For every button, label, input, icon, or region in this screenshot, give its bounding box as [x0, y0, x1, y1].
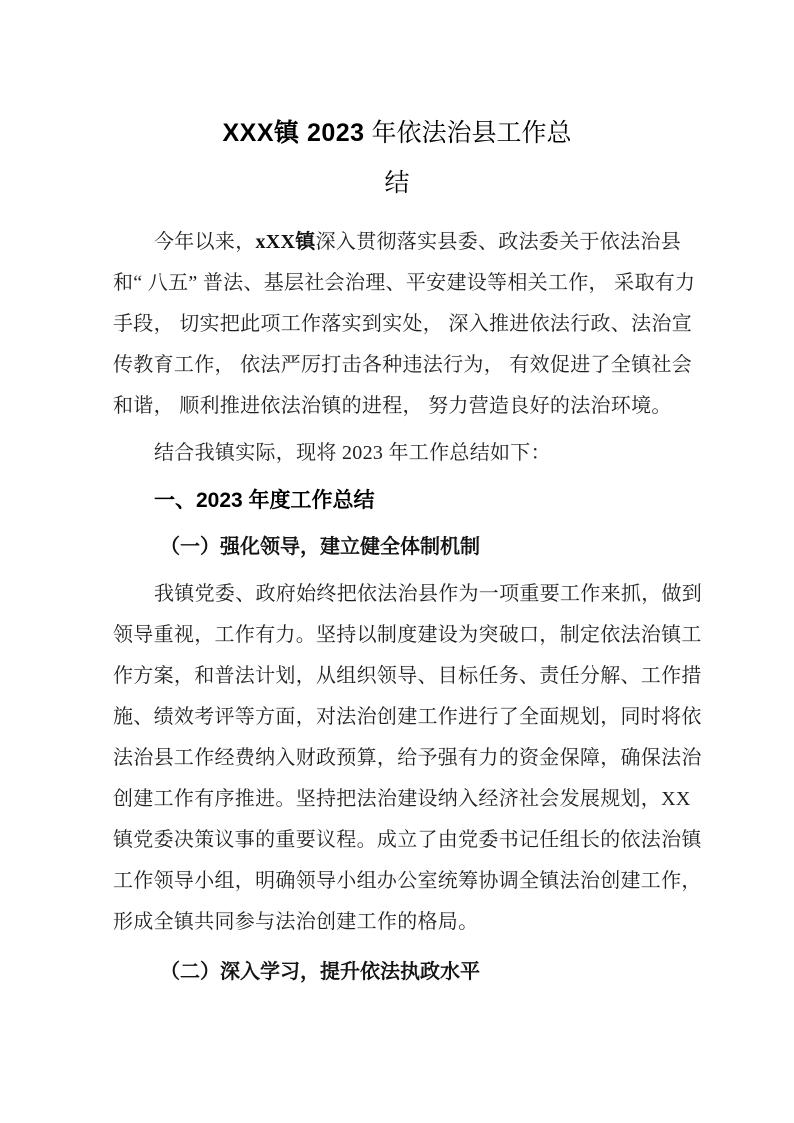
intro-town-name-bold: xXX镇 — [255, 231, 316, 253]
subsection-1-2-heading: （二）深入学习，提升依法执政水平 — [160, 961, 480, 983]
paragraph-transition: 结合我镇实际，现将 2023 年工作总结如下： — [154, 442, 551, 464]
title-line-2: 结 — [384, 169, 410, 197]
subsection-1-1-heading: （一）强化领导，建立健全体制机制 — [160, 536, 480, 558]
title-bold-text: XXX镇 2023 — [222, 119, 365, 147]
title-line-1 — [84, 108, 710, 158]
intro-lead-text: 今年以来， — [154, 231, 256, 253]
intro-rest-text: 深入贯彻落实县委、政法委关于依法治县和“ 八五” 普法、基层社会治理、平安建设等相关工作， 采取有力手段， 切实把此项工作落实到实处， 深入推进依法行政、法治宣传教育工作， 依法严厉打击各种违法行为， 有效促进了全镇社会和谐， 顺利推进依法治镇的进程， 努力营造良好的法治环境。 — [113, 231, 696, 417]
paragraph-subsection-1-1-body: 我镇党委、政府始终把依法治县作为一项重要工作来抓，做到领导重视，工作有力。坚持以制度建设为突破口，制定依法治镇工作方案，和普法计划，从组织领导、目标任务、责任分解、工作措施、绩效考评等方面，对法治创建工作进行了全面规划，同时将依法治县工作经费纳入财政预算，给予强有力的资金保障，确保法治创建工作有序推进。坚持把法治建设纳入经济社会发展规划，XX镇党委决策议事的重要议程。成立了由党委书记任组长的依法治镇工作领导小组，明确领导小组办公室统筹协调全镇法治创建工作，形成全镇共同参与法治创建工作的格局。 — [113, 583, 703, 933]
document-title — [84, 108, 710, 208]
paragraph-introduction — [113, 222, 710, 427]
section-1-heading: 一、2023 年度工作总结 — [154, 489, 375, 512]
title-regular-text: 年依法治县工作总 — [364, 119, 572, 147]
